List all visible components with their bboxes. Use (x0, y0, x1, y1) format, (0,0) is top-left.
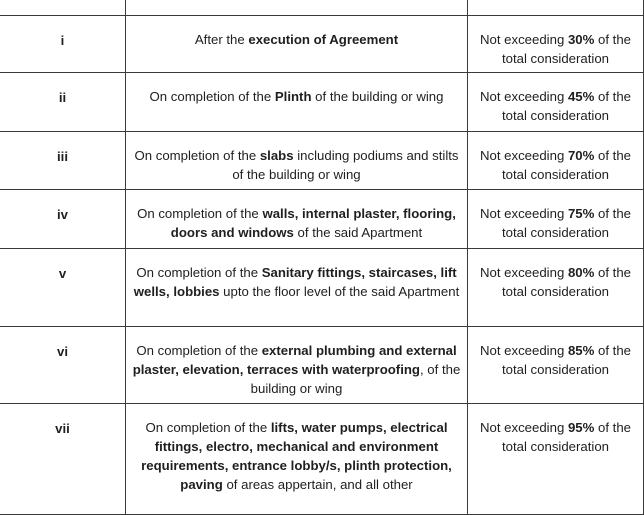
description-cell (126, 327, 468, 404)
table-row (0, 249, 644, 327)
stage-number: iii (57, 149, 68, 164)
table-row (0, 73, 644, 132)
bold-text-run: slabs (259, 148, 294, 163)
text-run: On completion of the (134, 148, 260, 163)
payment-cell (468, 404, 644, 515)
bold-text-run: 45% (567, 89, 595, 104)
description-cell (126, 0, 468, 16)
stage-number: iv (57, 207, 68, 222)
stage-description (126, 73, 467, 106)
stage-description (126, 190, 467, 242)
text-run: On completion of the (149, 89, 275, 104)
payment-cell (468, 327, 644, 404)
description-cell (126, 404, 468, 515)
text-run: of the building or wing (311, 89, 444, 104)
bold-text-run: 75% (567, 206, 595, 221)
text-run: of the total consideration (501, 206, 632, 240)
text-run: of the total consideration (501, 343, 632, 377)
payment-limit (468, 327, 643, 379)
text-run: including podiums and stilts of the building or wing (232, 148, 459, 182)
stage-description (126, 16, 467, 49)
text-run: of the total consideration (501, 148, 632, 182)
text-run: On completion of the (137, 206, 263, 221)
bold-text-run: Sanitary fittings, staircases, lift wells, lobbies (133, 265, 457, 299)
text-run: Not exceeding (479, 206, 568, 221)
description-cell (126, 16, 468, 73)
bold-text-run: external plumbing and external plaster, elevation, terraces with waterproofing (132, 343, 457, 377)
bold-text-run: 30% (567, 32, 595, 47)
text-run: Not exceeding (479, 148, 568, 163)
bold-text-run: execution of Agreement (248, 32, 399, 47)
stage-cell (0, 132, 126, 190)
table-row (0, 404, 644, 515)
payment-limit (468, 73, 643, 125)
text-run: Not exceeding (479, 32, 568, 47)
description-cell (126, 190, 468, 249)
stage-cell (0, 73, 126, 132)
text-run: After the (194, 32, 249, 47)
description-cell (126, 132, 468, 190)
text-run: of the said Apartment (293, 225, 423, 240)
text-run: , of the building or wing (250, 362, 461, 396)
text-run: of the total consideration (501, 265, 632, 299)
text-run: of the total consideration (501, 89, 632, 123)
text-run: Not exceeding (479, 89, 568, 104)
stage-cell (0, 190, 126, 249)
text-run: Not exceeding (479, 420, 568, 435)
bold-text-run: 95% (567, 420, 595, 435)
stage-number: ii (58, 90, 67, 105)
text-run: upto the floor level of the said Apartment (219, 284, 460, 299)
bold-text-run: 70% (567, 148, 595, 163)
description-cell (126, 73, 468, 132)
text-run: On completion of the (136, 343, 262, 358)
table-row (0, 132, 644, 190)
table-row (0, 0, 644, 16)
stage-number: v (58, 266, 67, 281)
stage-cell (0, 0, 126, 16)
stage-cell (0, 404, 126, 515)
payment-limit (468, 249, 643, 301)
payment-cell (468, 249, 644, 327)
text-run: Not exceeding (479, 343, 568, 358)
payment-cell (468, 73, 644, 132)
bold-text-run: 80% (567, 265, 595, 280)
bold-text-run: Plinth (274, 89, 312, 104)
stage-description (126, 327, 467, 398)
payment-limit (468, 16, 643, 68)
stage-description (126, 404, 467, 494)
payment-cell (468, 0, 644, 16)
payment-cell (468, 16, 644, 73)
payment-limit (468, 404, 643, 456)
payment-limit (468, 132, 643, 184)
text-run: Not exceeding (479, 265, 568, 280)
text-run: of areas appertain, and all other (222, 477, 413, 492)
text-run: On completion of the (145, 420, 271, 435)
description-cell (126, 249, 468, 327)
stage-cell (0, 249, 126, 327)
stage-number: vi (57, 344, 68, 359)
payment-cell (468, 190, 644, 249)
payment-cell (468, 132, 644, 190)
bold-text-run: lifts, water pumps, electrical fittings, electro, mechanical and environment requirements, entrance lobby/s, plinth protection, paving (141, 420, 452, 492)
bold-text-run: walls, internal plaster, flooring, doors and windows (170, 206, 456, 240)
payment-limit (468, 190, 643, 242)
table-row (0, 327, 644, 404)
stage-description (126, 249, 467, 301)
text-run: On completion of the (136, 265, 262, 280)
text-run: of the total consideration (501, 32, 632, 66)
bold-text-run: 85% (567, 343, 595, 358)
stage-number: i (60, 33, 65, 48)
table-row (0, 190, 644, 249)
stage-number: vii (55, 421, 70, 436)
table-row (0, 16, 644, 73)
stage-cell (0, 327, 126, 404)
stage-description (126, 132, 467, 184)
text-run: of the total consideration (501, 420, 632, 454)
stage-cell (0, 16, 126, 73)
